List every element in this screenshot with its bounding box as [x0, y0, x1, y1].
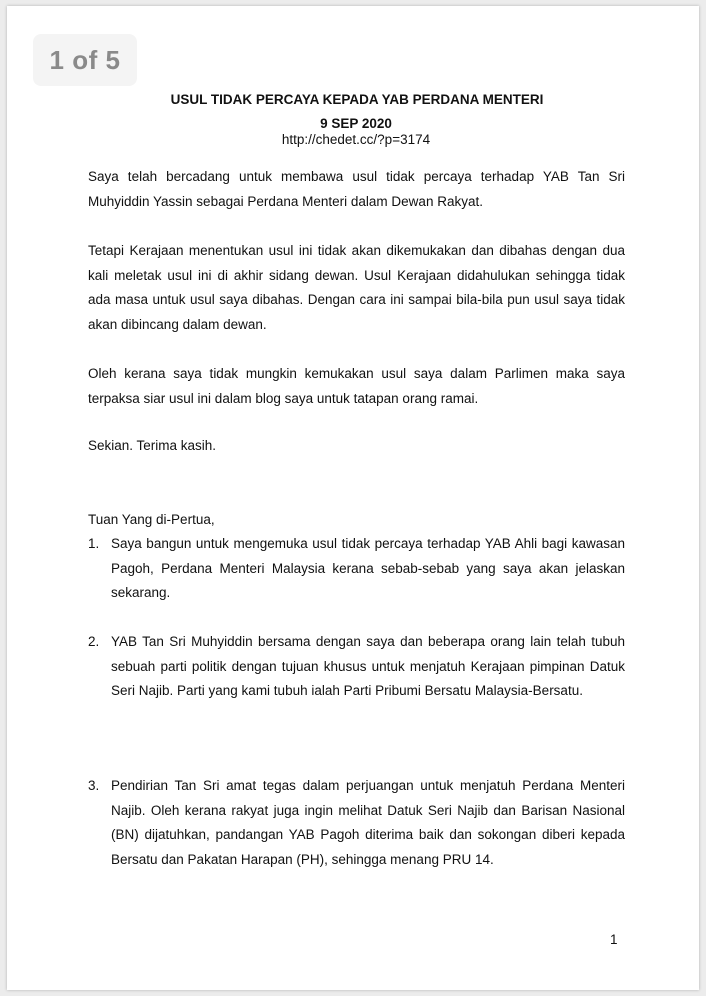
document-header	[7, 92, 699, 148]
page-number: 1	[610, 932, 618, 947]
list-text: YAB Tan Sri Muhyiddin bersama dengan saya dan beberapa orang lain telah tubuh sebuah parti politik dengan tujuan khusus untuk menjatuh Kerajaan pimpinan Datuk Seri Najib. Parti yang kami tubuh ialah Parti Pribumi Bersatu Malaysia-Bersatu.	[111, 634, 625, 698]
document-title: USUL TIDAK PERCAYA KEPADA YAB PERDANA MENTERI	[170, 92, 544, 107]
paragraph-2: Tetapi Kerajaan menentukan usul ini tidak akan dikemukakan dan dibahas dengan dua kali meletak usul ini di akhir sidang dewan. Usul Kerajaan didahulukan sehingga tidak ada masa untuk usul saya dibahas. Dengan cara ini sampai bila-bila pun usul saya tidak akan dibincang dalam dewan.	[88, 243, 625, 332]
salutation: Tuan Yang di-Pertua,	[88, 512, 215, 527]
list-number: 2.	[88, 634, 100, 649]
list-item-1	[88, 532, 625, 606]
paragraph-1: Saya telah bercadang untuk membawa usul tidak percaya terhadap YAB Tan Sri Muhyiddin Yassin sebagai Perdana Menteri dalam Dewan Rakyat.	[88, 169, 625, 209]
page-indicator: 1 of 5	[33, 34, 137, 86]
list-item-2	[88, 630, 625, 704]
list-text: Saya bangun untuk mengemuka usul tidak percaya terhadap YAB Ahli bagi kawasan Pagoh, Perdana Menteri Malaysia kerana sebab-sebab yang saya akan jelaskan sekarang.	[111, 536, 625, 600]
paragraph-3: Oleh kerana saya tidak mungkin kemukakan usul saya dalam Parlimen maka saya terpaksa siar usul ini dalam blog saya untuk tatapan orang ramai.	[88, 366, 625, 406]
list-number: 1.	[88, 536, 100, 551]
document-url: http://chedet.cc/?p=3174	[281, 132, 431, 147]
paragraph-4: Sekian. Terima kasih.	[88, 438, 217, 453]
list-text: Pendirian Tan Sri amat tegas dalam perjuangan untuk menjatuh Perdana Menteri Najib. Oleh kerana rakyat juga ingin melihat Datuk Seri Najib dan Barisan Nasional (BN) dijatuhkan, pandangan YAB Pagoh diterima baik dan sokongan diberi kepada Bersatu dan Pakatan Harapan (PH), sehingga menang PRU 14.	[111, 778, 625, 867]
list-item-3	[88, 774, 625, 872]
document-page	[7, 6, 699, 990]
document-date: 9 SEP 2020	[320, 116, 392, 131]
list-number: 3.	[88, 778, 100, 793]
